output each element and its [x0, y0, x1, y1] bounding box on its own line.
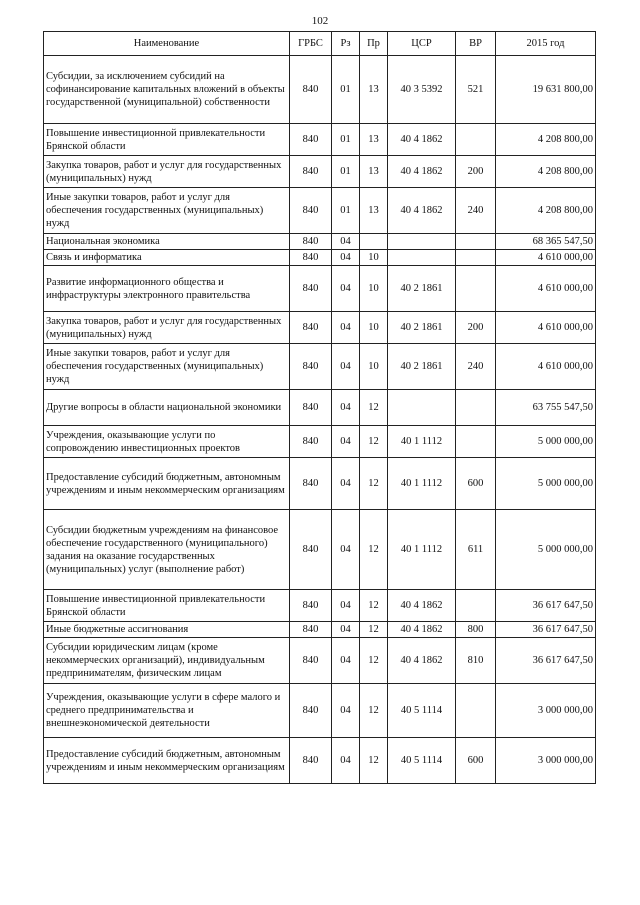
table-row: [44, 56, 596, 124]
cell-amount: 68 365 547,50: [496, 234, 596, 250]
cell-rz: 04: [332, 638, 360, 684]
cell-rz: 01: [332, 124, 360, 156]
cell-name: Учреждения, оказывающие услуги в сфере малого и среднего предпринимательства и внешнеэкономической деятельности: [44, 684, 290, 738]
cell-pr: 12: [360, 458, 388, 510]
cell-amount: 63 755 547,50: [496, 390, 596, 426]
cell-amount: 4 610 000,00: [496, 312, 596, 344]
cell-pr: 12: [360, 510, 388, 590]
cell-rz: 01: [332, 156, 360, 188]
cell-vr: 611: [456, 510, 496, 590]
table-row: [44, 156, 596, 188]
budget-table: [43, 31, 596, 784]
cell-vr: [456, 426, 496, 458]
cell-amount: 4 610 000,00: [496, 250, 596, 266]
cell-grbs: 840: [290, 344, 332, 390]
cell-name: Связь и информатика: [44, 250, 290, 266]
cell-vr: 200: [456, 312, 496, 344]
cell-csr: 40 1 1112: [388, 510, 456, 590]
cell-pr: 12: [360, 590, 388, 622]
cell-pr: 12: [360, 390, 388, 426]
cell-grbs: 840: [290, 250, 332, 266]
header-year: 2015 год: [496, 32, 596, 56]
cell-name: Повышение инвестиционной привлекательности Брянской области: [44, 590, 290, 622]
cell-csr: 40 5 1114: [388, 738, 456, 784]
cell-rz: 04: [332, 590, 360, 622]
table-row: [44, 312, 596, 344]
cell-csr: 40 4 1862: [388, 156, 456, 188]
cell-csr: 40 5 1114: [388, 684, 456, 738]
cell-vr: [456, 390, 496, 426]
cell-rz: 04: [332, 458, 360, 510]
cell-grbs: 840: [290, 510, 332, 590]
cell-vr: [456, 590, 496, 622]
cell-pr: 12: [360, 638, 388, 684]
header-pr: Пр: [360, 32, 388, 56]
cell-pr: 10: [360, 266, 388, 312]
cell-csr: 40 1 1112: [388, 426, 456, 458]
header-rz: Рз: [332, 32, 360, 56]
cell-rz: 04: [332, 738, 360, 784]
table-body: [44, 56, 596, 784]
cell-pr: 12: [360, 622, 388, 638]
header-name: Наименование: [44, 32, 290, 56]
cell-pr: 12: [360, 738, 388, 784]
cell-amount: 36 617 647,50: [496, 638, 596, 684]
cell-grbs: 840: [290, 738, 332, 784]
cell-rz: 04: [332, 684, 360, 738]
cell-name: Учреждения, оказывающие услуги по сопровождению инвестиционных проектов: [44, 426, 290, 458]
cell-vr: [456, 124, 496, 156]
cell-amount: 4 610 000,00: [496, 266, 596, 312]
table-row: [44, 738, 596, 784]
cell-amount: 5 000 000,00: [496, 426, 596, 458]
cell-amount: 4 208 800,00: [496, 124, 596, 156]
header-csr: ЦСР: [388, 32, 456, 56]
cell-pr: 13: [360, 124, 388, 156]
table-row: [44, 234, 596, 250]
table-row: [44, 344, 596, 390]
cell-name: Предоставление субсидий бюджетным, автономным учреждениям и иным некоммерческим организациям: [44, 458, 290, 510]
cell-vr: [456, 234, 496, 250]
cell-rz: 04: [332, 510, 360, 590]
cell-pr: 13: [360, 56, 388, 124]
cell-pr: [360, 234, 388, 250]
cell-vr: 800: [456, 622, 496, 638]
cell-csr: 40 2 1861: [388, 344, 456, 390]
cell-grbs: 840: [290, 684, 332, 738]
cell-name: Предоставление субсидий бюджетным, автономным учреждениям и иным некоммерческим организациям: [44, 738, 290, 784]
table-row: [44, 622, 596, 638]
cell-vr: 600: [456, 738, 496, 784]
cell-name: Субсидии юридическим лицам (кроме некоммерческих организаций), индивидуальным предпринимателям, физическим лицам: [44, 638, 290, 684]
table-row: [44, 590, 596, 622]
table-row: [44, 458, 596, 510]
cell-name: Иные бюджетные ассигнования: [44, 622, 290, 638]
cell-pr: 12: [360, 426, 388, 458]
cell-vr: [456, 684, 496, 738]
cell-amount: 5 000 000,00: [496, 510, 596, 590]
table-row: [44, 124, 596, 156]
cell-csr: 40 2 1861: [388, 266, 456, 312]
cell-csr: [388, 250, 456, 266]
cell-amount: 4 610 000,00: [496, 344, 596, 390]
cell-amount: 4 208 800,00: [496, 188, 596, 234]
cell-name: Иные закупки товаров, работ и услуг для обеспечения государственных (муниципальных) нужд: [44, 344, 290, 390]
cell-vr: [456, 266, 496, 312]
table-row: [44, 250, 596, 266]
cell-name: Развитие информационного общества и инфраструктуры электронного правительства: [44, 266, 290, 312]
header-vr: ВР: [456, 32, 496, 56]
cell-rz: 04: [332, 266, 360, 312]
table-row: [44, 390, 596, 426]
cell-vr: 200: [456, 156, 496, 188]
cell-pr: 10: [360, 344, 388, 390]
cell-grbs: 840: [290, 124, 332, 156]
cell-grbs: 840: [290, 266, 332, 312]
cell-grbs: 840: [290, 426, 332, 458]
cell-vr: 810: [456, 638, 496, 684]
cell-csr: 40 2 1861: [388, 312, 456, 344]
cell-amount: 36 617 647,50: [496, 622, 596, 638]
cell-name: Национальная экономика: [44, 234, 290, 250]
cell-grbs: 840: [290, 622, 332, 638]
cell-grbs: 840: [290, 234, 332, 250]
cell-pr: 10: [360, 312, 388, 344]
cell-pr: 10: [360, 250, 388, 266]
cell-rz: 04: [332, 622, 360, 638]
table-row: [44, 188, 596, 234]
cell-rz: 04: [332, 234, 360, 250]
cell-csr: [388, 390, 456, 426]
cell-csr: 40 1 1112: [388, 458, 456, 510]
cell-grbs: 840: [290, 312, 332, 344]
cell-amount: 3 000 000,00: [496, 684, 596, 738]
cell-grbs: 840: [290, 56, 332, 124]
cell-amount: 4 208 800,00: [496, 156, 596, 188]
cell-vr: 521: [456, 56, 496, 124]
cell-grbs: 840: [290, 638, 332, 684]
header-grbs: ГРБС: [290, 32, 332, 56]
cell-amount: 3 000 000,00: [496, 738, 596, 784]
cell-pr: 12: [360, 684, 388, 738]
cell-vr: 240: [456, 344, 496, 390]
cell-csr: 40 4 1862: [388, 590, 456, 622]
cell-name: Закупка товаров, работ и услуг для государственных (муниципальных) нужд: [44, 156, 290, 188]
cell-rz: 04: [332, 426, 360, 458]
cell-vr: [456, 250, 496, 266]
cell-csr: 40 4 1862: [388, 622, 456, 638]
cell-amount: 19 631 800,00: [496, 56, 596, 124]
cell-pr: 13: [360, 188, 388, 234]
cell-csr: 40 4 1862: [388, 638, 456, 684]
cell-grbs: 840: [290, 188, 332, 234]
cell-name: Субсидии, за исключением субсидий на софинансирование капитальных вложений в объекты государственной (муниципальной) собственности: [44, 56, 290, 124]
table-row: [44, 638, 596, 684]
cell-grbs: 840: [290, 390, 332, 426]
table-row: [44, 266, 596, 312]
cell-grbs: 840: [290, 590, 332, 622]
header-row: [44, 32, 596, 56]
cell-vr: 240: [456, 188, 496, 234]
cell-csr: [388, 234, 456, 250]
cell-csr: 40 3 5392: [388, 56, 456, 124]
cell-csr: 40 4 1862: [388, 124, 456, 156]
cell-pr: 13: [360, 156, 388, 188]
cell-grbs: 840: [290, 156, 332, 188]
table-row: [44, 684, 596, 738]
cell-name: Иные закупки товаров, работ и услуг для обеспечения государственных (муниципальных) нужд: [44, 188, 290, 234]
cell-rz: 04: [332, 250, 360, 266]
table-row: [44, 426, 596, 458]
cell-rz: 01: [332, 56, 360, 124]
cell-rz: 04: [332, 390, 360, 426]
page-number: 102: [311, 15, 329, 27]
cell-vr: 600: [456, 458, 496, 510]
cell-rz: 01: [332, 188, 360, 234]
cell-amount: 36 617 647,50: [496, 590, 596, 622]
table-row: [44, 510, 596, 590]
cell-csr: 40 4 1862: [388, 188, 456, 234]
cell-grbs: 840: [290, 458, 332, 510]
cell-rz: 04: [332, 312, 360, 344]
cell-name: Субсидии бюджетным учреждениям на финансовое обеспечение государственного (муниципального) задания на оказание государственных (муниципальных) услуг (выполнение работ): [44, 510, 290, 590]
cell-name: Другие вопросы в области национальной экономики: [44, 390, 290, 426]
cell-name: Повышение инвестиционной привлекательности Брянской области: [44, 124, 290, 156]
cell-rz: 04: [332, 344, 360, 390]
cell-name: Закупка товаров, работ и услуг для государственных (муниципальных) нужд: [44, 312, 290, 344]
cell-amount: 5 000 000,00: [496, 458, 596, 510]
